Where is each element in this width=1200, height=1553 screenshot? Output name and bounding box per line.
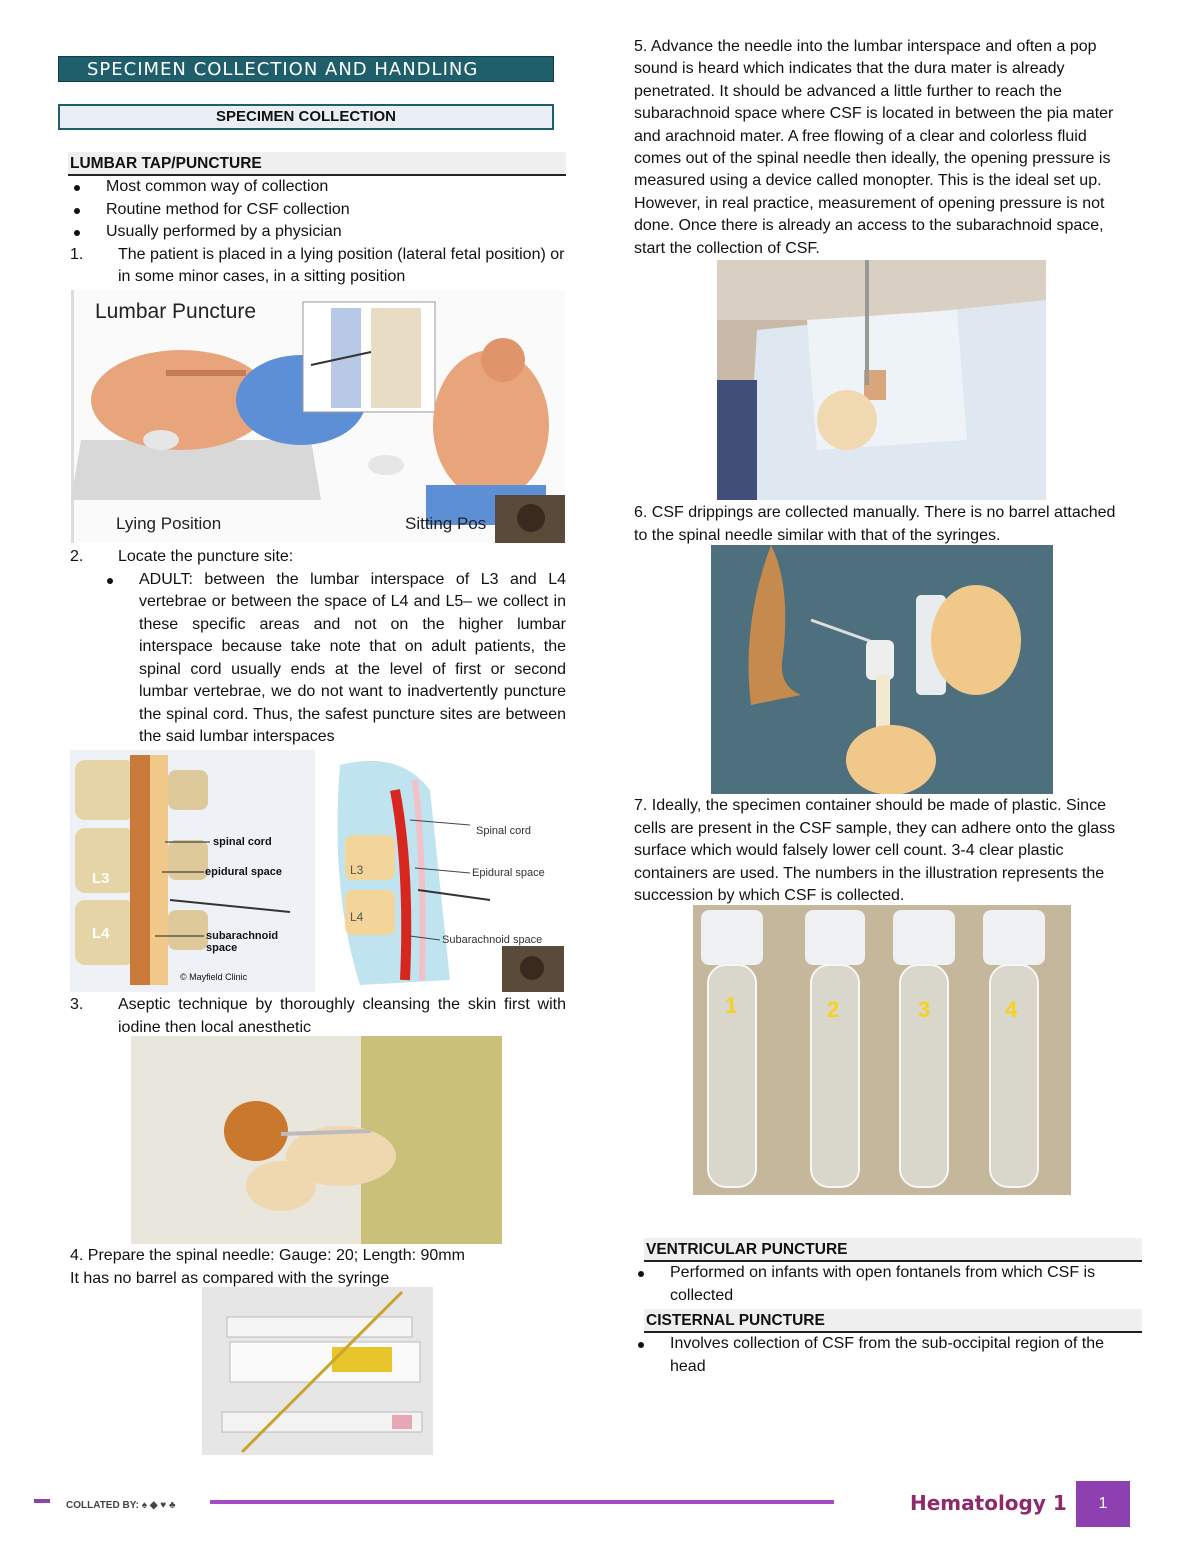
step-text: The patient is placed in a lying position (lateral fetal position) or in some minor cases, in a sitting position [118, 245, 565, 285]
figure-title: Lumbar Puncture [95, 300, 257, 323]
step-4-block [70, 1245, 566, 1290]
tube-label-4: 4 [1005, 997, 1018, 1022]
step-7: 7. Ideally, the specimen container should be made of plastic. Since cells are present in the CSF sample, they can adhere onto the glass surface which would falsely lower cell count. 3-4 clear plastic containers are used. The numbers in the illustration represents the succession by which CSF is collected. [634, 797, 1116, 904]
step-number: 3. [70, 996, 84, 1013]
tube-label-1: 1 [725, 993, 738, 1018]
step-6-block [634, 502, 1130, 547]
step-number: 1. [70, 245, 84, 263]
label-epidural: epidural space [205, 866, 283, 878]
label-subarachnoid: subarachnoid space [206, 930, 279, 954]
step-3 [70, 994, 566, 1039]
step-4-line-1: 4. Prepare the spinal needle: Gauge: 20; Length: 90mm [70, 1247, 465, 1264]
list-item: Routine method for CSF collection [70, 199, 566, 222]
label-r-epidural: Epidural space [472, 867, 545, 879]
aseptic-technique-photo [131, 1036, 502, 1244]
figure-label-lying: Lying Position [116, 514, 222, 533]
label-l4: L4 [92, 925, 110, 942]
page-title: SPECIMEN COLLECTION AND HANDLING [58, 56, 554, 82]
footer-accent [34, 1499, 50, 1503]
step-5: 5. Advance the needle into the lumbar interspace and often a pop sound is heard which indicates that the dura mater is already penetrated. It should be advanced a little further to reach the subarachnoid space where CSF is located in between the pia mater and arachnoid mater. A free flowing of a clear and colorless fluid comes out of the spinal needle then ideally, the opening pressure is measured using a device called monopter. This is the ideal set up. However, in real practice, measurement of opening pressure is not done. Once there is already an access to the subarachnoid space, start the collection of CSF. [634, 38, 1114, 257]
cisternal-title: CISTERNAL PUNCTURE [644, 1309, 1142, 1333]
needle-insertion-photo [717, 260, 1046, 500]
step-4-line-2: It has no barrel as compared with the syringe [70, 1269, 390, 1287]
label-r-l3: L3 [350, 863, 364, 877]
list-item: Usually performed by a physician [70, 221, 566, 244]
csf-tubes-photo [693, 905, 1071, 1195]
csf-collection-photo [711, 545, 1053, 794]
figure-label-sitting: Sitting Pos [405, 514, 487, 533]
spine-diagram-figure [70, 750, 564, 992]
label-spinal-cord: spinal cord [213, 836, 272, 848]
step-number: 2. [70, 548, 84, 565]
tube-label-2: 2 [827, 997, 840, 1022]
right-column [634, 36, 1130, 260]
footer-divider [210, 1500, 834, 1504]
list-item: Performed on infants with open fontanels from which CSF is collected [634, 1262, 1130, 1307]
step-2-block [58, 546, 566, 749]
tube-label-3: 3 [918, 997, 931, 1022]
label-r-spinal: Spinal cord [476, 825, 532, 837]
step-text: Locate the puncture site: [118, 548, 294, 565]
left-column [58, 56, 566, 289]
label-l3: L3 [92, 870, 110, 887]
page-number: 1 [1076, 1481, 1130, 1527]
ventricular-title: VENTRICULAR PUNCTURE [644, 1238, 1142, 1262]
step-1 [70, 244, 566, 289]
section-header: SPECIMEN COLLECTION [58, 104, 554, 130]
adult-sub-bullet: ADULT: between the lumbar interspace of L3 and L4 vertebrae or between the space of L4 and L5– we collect in these specific areas and not on the higher lumbar interspace because take note that on adult patients, the spinal cord usually ends at the level of first or second lumbar vertebrae, we do not want to inadvertently puncture the spinal cord. Thus, the safest puncture sites are between the said lumbar interspaces [58, 569, 566, 749]
list-item: Involves collection of CSF from the sub-occipital region of the head [634, 1333, 1130, 1378]
puncture-sections [634, 1218, 1130, 1378]
footer-collated: COLLATED BY: ♠ ◆ ♥ ♣ [66, 1500, 176, 1511]
label-r-subarachnoid: Subarachnoid space [442, 934, 543, 946]
footer-subject: Hematology 1 [910, 1491, 1067, 1515]
step-2 [70, 546, 566, 569]
lumbar-puncture-figure [71, 290, 565, 543]
lumbar-title: LUMBAR TAP/PUNCTURE [68, 152, 566, 176]
step-text: Aseptic technique by thoroughly cleansing the skin first with iodine then local anesthetic [118, 996, 566, 1036]
step-7-block [634, 795, 1130, 908]
spinal-needle-photo [202, 1287, 433, 1455]
list-item: Most common way of collection [70, 176, 566, 199]
step-3-block [58, 994, 566, 1039]
figure-credit: © Mayfield Clinic [180, 972, 248, 982]
lumbar-bullets [70, 176, 566, 244]
label-r-l4: L4 [350, 910, 364, 924]
step-6: 6. CSF drippings are collected manually. There is no barrel attached to the spinal needle similar with that of the syringes. [634, 504, 1116, 544]
